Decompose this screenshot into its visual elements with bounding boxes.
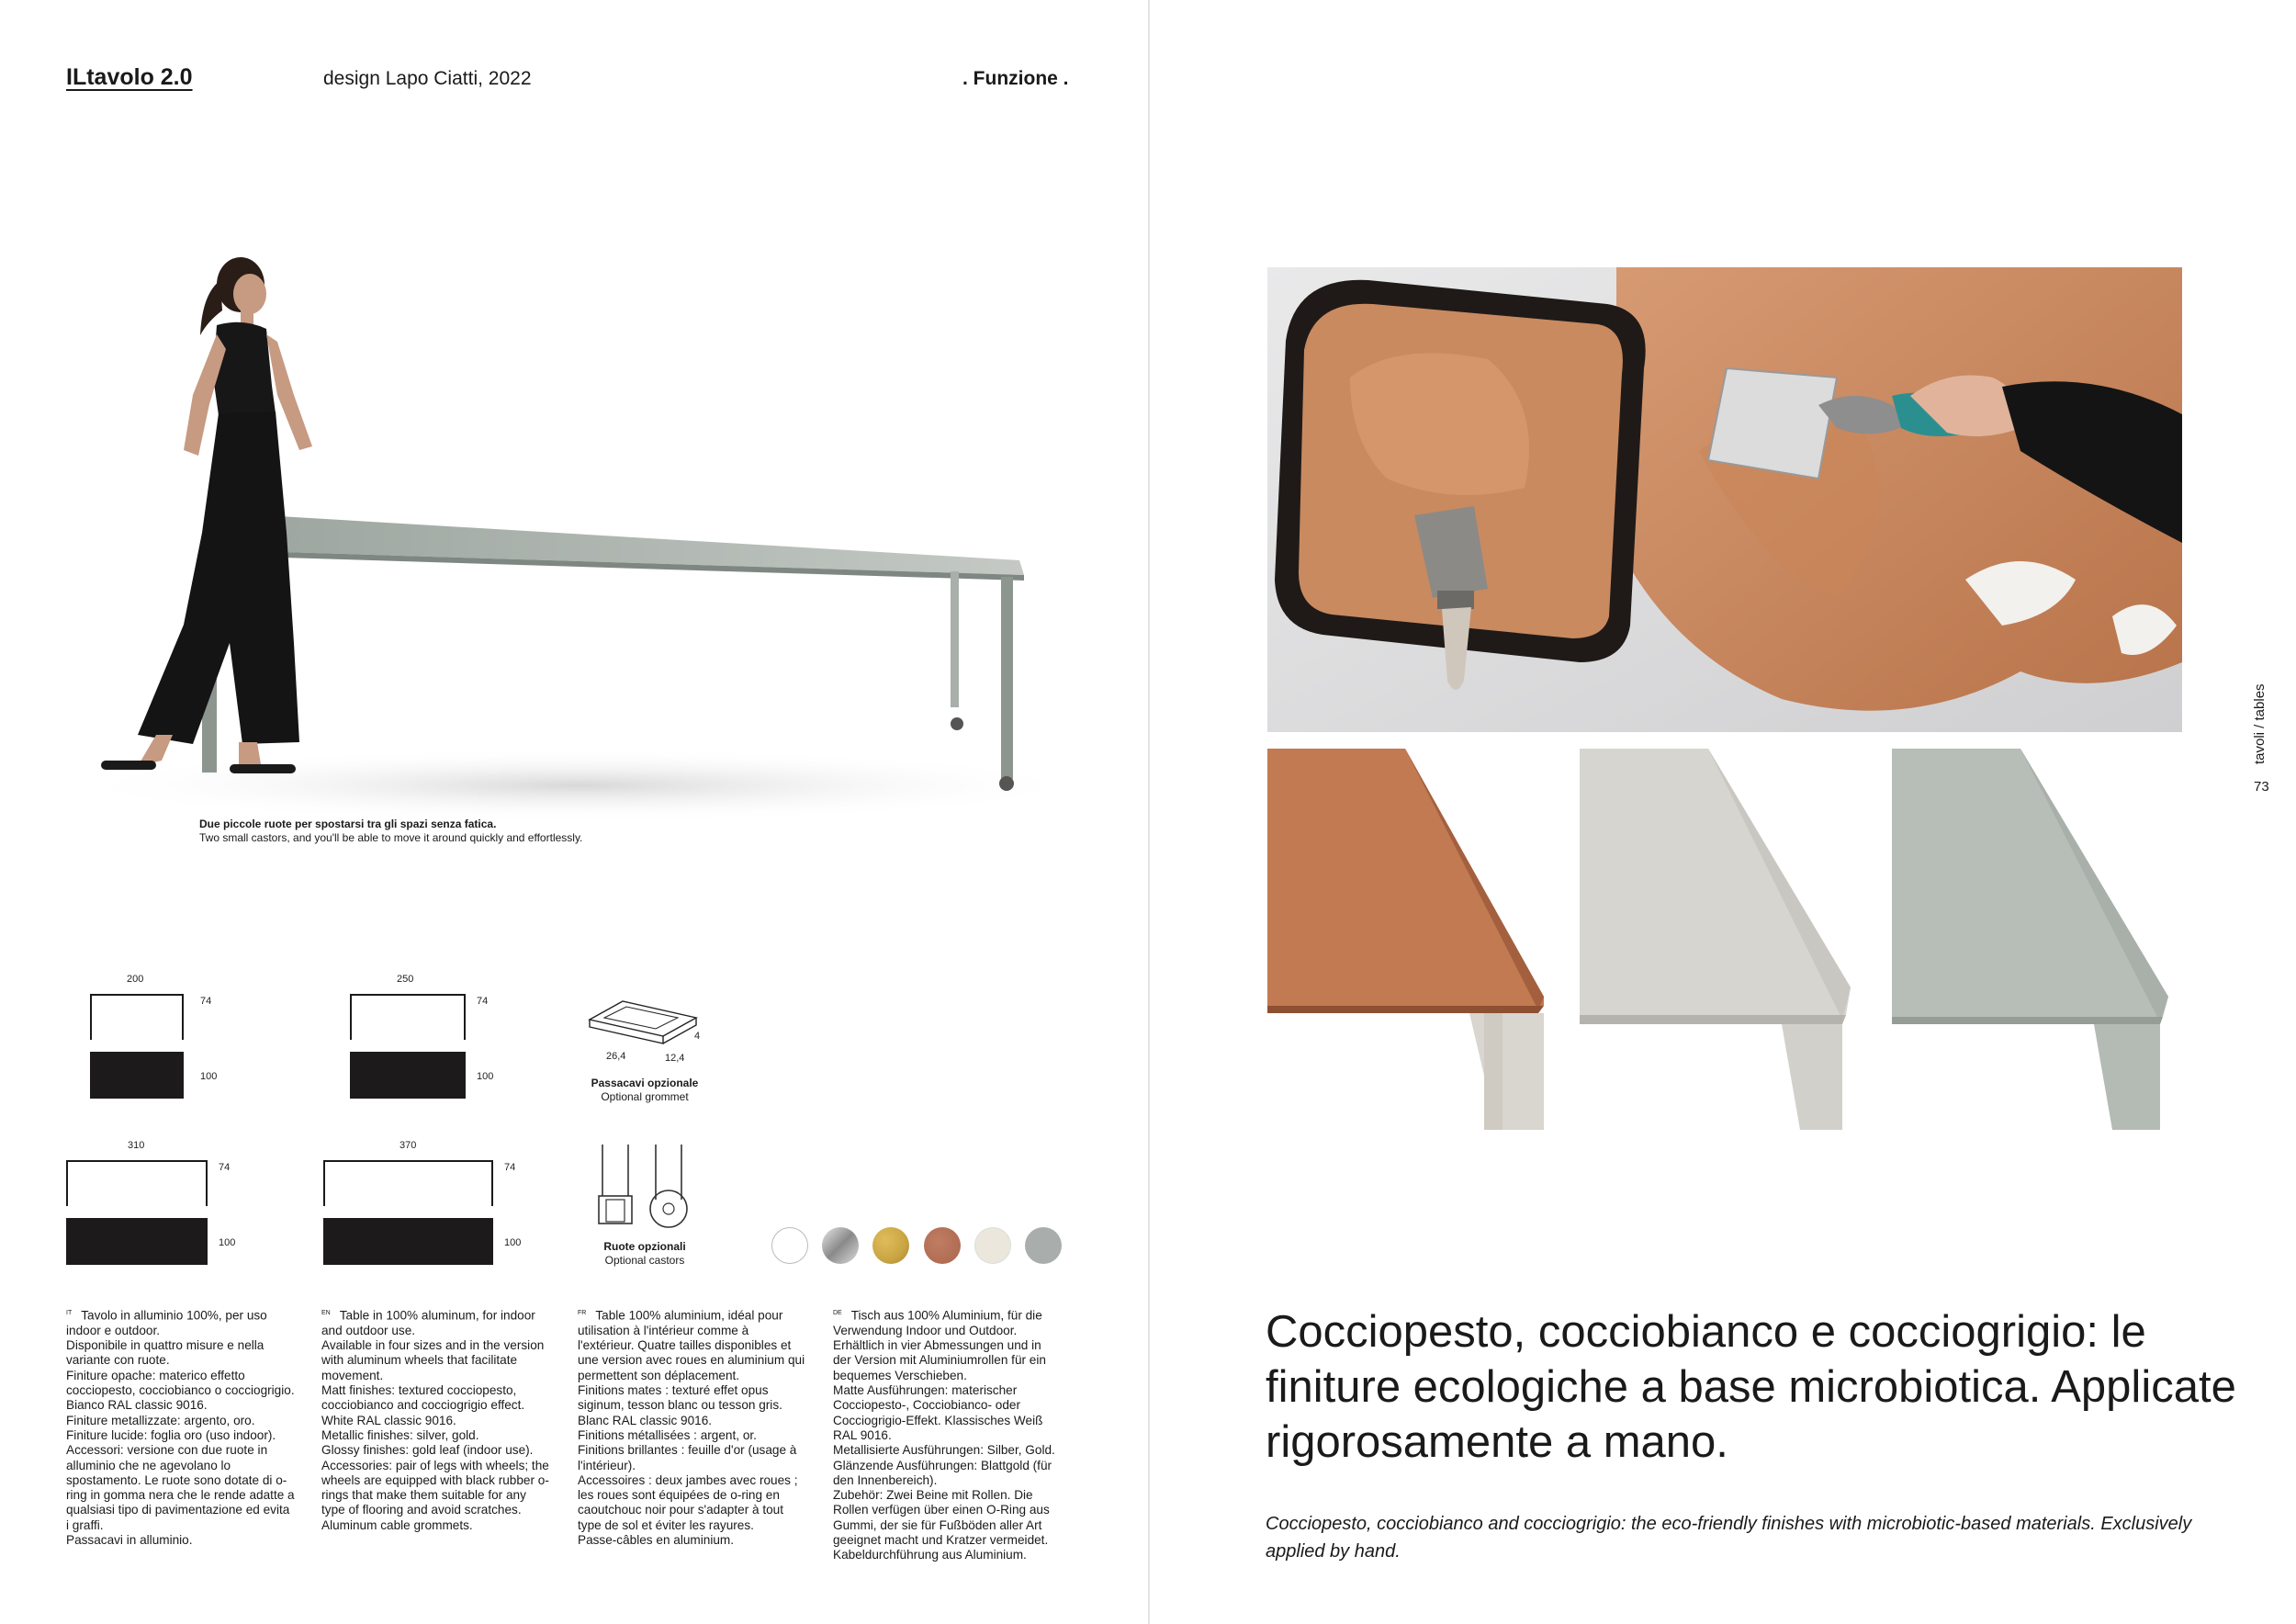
- dim-front-view: [323, 1160, 493, 1206]
- headline: Cocciopesto, cocciobianco e cocciogrigio: le finiture ecologiche a base microbiotica. Applicate rigorosamente a mano.: [1266, 1307, 2236, 1467]
- side-category-text: tavoli / tables: [2252, 683, 2268, 764]
- finish-sample-cocciopesto: [1267, 749, 1544, 1130]
- dim-depth-label: 100: [200, 1071, 218, 1082]
- dim-height-label: 74: [200, 996, 212, 1007]
- finish-swatch-cocciopesto: [924, 1227, 961, 1264]
- description-fr: [578, 1306, 807, 1548]
- hero-caption-en: Two small castors, and you'll be able to move it around quickly and effortlessly.: [199, 831, 583, 844]
- dim-depth-label: 100: [219, 1237, 236, 1248]
- dim-height-label: 74: [504, 1162, 516, 1173]
- hero-table-illustration: [46, 257, 1111, 845]
- side-category-label: [2252, 654, 2272, 764]
- page-number: 73: [2254, 779, 2269, 795]
- dim-top-view: [66, 1218, 208, 1265]
- castor-subtitle: Optional castors: [604, 1254, 685, 1267]
- hand-applied-finish-photo: [1267, 267, 2182, 732]
- description-text: Tisch aus 100% Aluminium, für die Verwendung Indoor und Outdoor. Erhältlich in vier Abmessungen und in der Version mit Aluminiumrollen für ein bequemes Verschieben. Matte Ausführungen: materischer Cocciopesto-, Cocciobianco- oder Cocciogrigio-Effekt. Klassisches Weiß RAL 9016. Metallisierte Ausführungen: Silber, Gold. Glänzende Ausführungen: Blattgold (für den Innenbereich). Zubehör: Zwei Beine mit Rollen. Die Rollen verfügen über einen O-Ring aus Gummi, der sie für Fußböden aller Art geeignet macht und Kratzer vermeidet. Kabeldurchführung aus Aluminium.: [833, 1308, 1055, 1562]
- product-name: ILtavolo 2.0: [66, 64, 193, 90]
- dim-top-view: [350, 1052, 466, 1099]
- grommet-title: Passacavi opzionale: [591, 1077, 699, 1089]
- grommet-subtitle: Optional grommet: [601, 1090, 689, 1103]
- finish-sample-cocciobianco: [1580, 749, 1856, 1130]
- description-text: Table in 100% aluminum, for indoor and outdoor use. Available in four sizes and in the version with aluminum wheels that facilitate movement. Matt finishes: textured cocciopesto, cocciobianco and cocciogrigio effect. White RAL classic 9016. Metallic finishes: silver, gold. Glossy finishes: gold leaf (indoor use). Accessories: pair of legs with wheels; the wheels are equipped with black rubber o-rings that make them suitable for any type of flooring and avoid scratches. Aluminum cable grommets.: [321, 1308, 549, 1532]
- grommet-depth: 12,4: [665, 1053, 685, 1064]
- grommet-caption: [569, 1077, 720, 1104]
- dim-height-label: 74: [219, 1162, 231, 1173]
- finish-swatch-cocciogrigio: [1025, 1227, 1062, 1264]
- dim-length-370: 370: [400, 1140, 417, 1151]
- hero-caption: [199, 818, 582, 845]
- castor-caption: [569, 1240, 720, 1268]
- woman-figure: [101, 257, 312, 773]
- grommet-width: 26,4: [606, 1051, 626, 1062]
- dim-depth-label: 100: [477, 1071, 494, 1082]
- dim-front-view: [90, 994, 184, 1040]
- dim-front-view: [66, 1160, 208, 1206]
- castor-title: Ruote opzionali: [603, 1240, 686, 1253]
- lang-code: IT: [66, 1310, 73, 1316]
- dim-depth-label: 100: [504, 1237, 522, 1248]
- dim-length-200: 200: [127, 974, 144, 985]
- lang-code: DE: [833, 1310, 842, 1316]
- hero-caption-it: Due piccole ruote per spostarsi tra gli spazi senza fatica.: [199, 818, 497, 830]
- grommet-drawing: [586, 998, 703, 1051]
- dim-length-310: 310: [128, 1140, 145, 1151]
- dim-top-view: [323, 1218, 493, 1265]
- description-de: [833, 1306, 1063, 1563]
- subline: Cocciopesto, cocciobianco and cocciogrigio: the eco-friendly finishes with microbiotic-based materials. Exclusively applied by hand.: [1266, 1514, 2192, 1562]
- dim-length-250: 250: [397, 974, 414, 985]
- description-en: [321, 1306, 551, 1533]
- finish-swatch-white: [771, 1227, 808, 1264]
- designer-credit: design Lapo Ciatti, 2022: [323, 68, 532, 89]
- dim-top-view: [90, 1052, 184, 1099]
- finish-swatch-gold-leaf: [872, 1227, 909, 1264]
- dim-height-label: 74: [477, 996, 489, 1007]
- lang-code: FR: [578, 1310, 587, 1316]
- description-text: Tavolo in alluminio 100%, per uso indoor e outdoor. Disponibile in quattro misure e nella variante con ruote. Finiture opache: materico effetto cocciopesto, cocciobianco o cocciogrigio. Bianco RAL classic 9016. Finiture metallizzate: argento, oro. Finiture lucide: foglia oro (uso indoor). Accessori: versione con due ruote in alluminio che ne agevolano lo spostamento. Le ruote sono dotate di o-ring in gomma nera che le rende adatte a qualsiasi tipo di pavimentazione ed evita i graffi. Passacavi in alluminio.: [66, 1308, 295, 1547]
- description-it: [66, 1306, 296, 1548]
- finish-swatch-cocciobianco: [974, 1227, 1011, 1264]
- lang-code: EN: [321, 1310, 331, 1316]
- dim-front-view: [350, 994, 466, 1040]
- castor-drawing: [595, 1145, 696, 1233]
- page-spine: [1148, 0, 1150, 1624]
- finish-sample-cocciogrigio: [1892, 749, 2168, 1130]
- section-title: . Funzione .: [962, 68, 1069, 89]
- finish-swatch-silver: [822, 1227, 859, 1264]
- description-text: Table 100% aluminium, idéal pour utilisation à l'intérieur comme à l'extérieur. Quatre tailles disponibles et une version avec roues en aluminium qui permettent son déplacement. Finitions mates : texturé effet opus siginum, tesson blanc ou tesson gris. Blanc RAL classic 9016. Finitions métallisées : argent, or. Finitions brillantes : feuille d'or (usage à l'intérieur). Accessoires : deux jambes avec roues ; les roues sont équipées de o-ring en caoutchouc noir pour s'adapter à tout type de sol et éviter les rayures. Passe-câbles en aluminium.: [578, 1308, 805, 1547]
- grommet-height: 4: [694, 1031, 701, 1042]
